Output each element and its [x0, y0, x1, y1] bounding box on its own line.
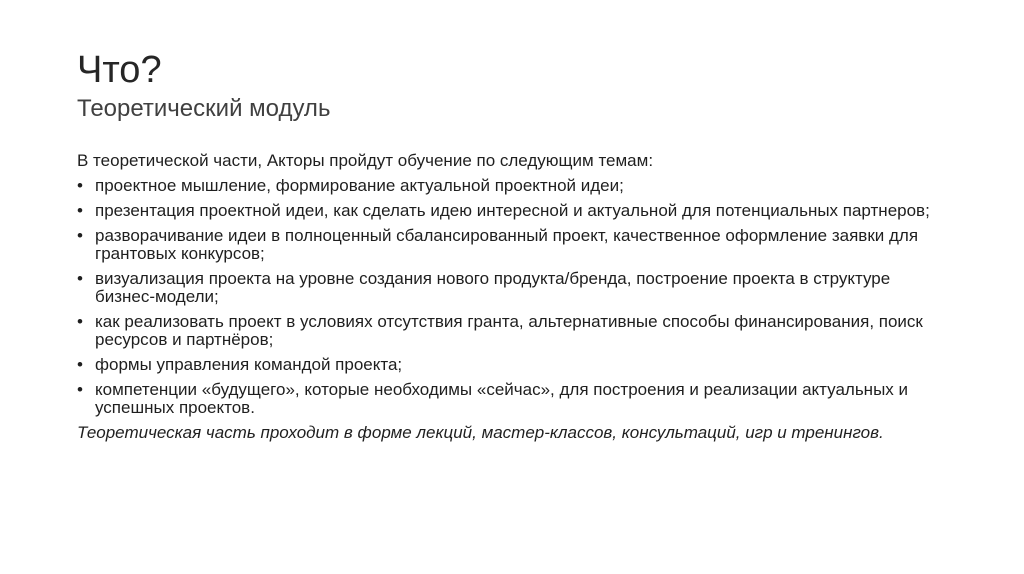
topic-text: проектное мышление, формирование актуальной проектной идеи; [95, 176, 624, 195]
topic-item [77, 177, 947, 195]
topic-text: как реализовать проект в условиях отсутствия гранта, альтернативные способы финансирования, поиск ресурсов и партнёров; [95, 312, 923, 349]
slide-title: Что? [77, 49, 162, 91]
topic-text: визуализация проекта на уровне создания нового продукта/бренда, построение проекта в структуре бизнес-модели; [95, 269, 891, 306]
bullet-icon: • [77, 355, 83, 374]
format-note: Теоретическая часть проходит в форме лекций, мастер-классов, консультаций, игр и тренингов. [77, 423, 884, 442]
topic-item [77, 381, 947, 417]
intro-text: В теоретической части, Акторы пройдут обучение по следующим темам: [77, 151, 654, 170]
topic-text: разворачивание идеи в полноценный сбалансированный проект, качественное оформление заявки для грантовых конкурсов; [95, 226, 919, 263]
slide-body [77, 152, 947, 442]
bullet-icon: • [77, 176, 83, 195]
bullet-icon: • [77, 226, 83, 245]
topic-item [77, 227, 947, 263]
bullet-icon: • [77, 269, 83, 288]
slide-subtitle: Теоретический модуль [77, 95, 331, 122]
topic-item [77, 270, 947, 306]
bullet-icon: • [77, 312, 83, 331]
topic-text: формы управления командой проекта; [95, 355, 403, 374]
bullet-icon: • [77, 201, 83, 220]
bullet-icon: • [77, 380, 83, 399]
topic-item [77, 313, 947, 349]
topic-text: компетенции «будущего», которые необходимы «сейчас», для построения и реализации актуальных и успешных проектов. [95, 380, 909, 417]
topic-item [77, 202, 947, 220]
topic-item [77, 356, 947, 374]
topic-text: презентация проектной идеи, как сделать идею интересной и актуальной для потенциальных партнеров; [95, 201, 930, 220]
topic-list [77, 177, 947, 417]
